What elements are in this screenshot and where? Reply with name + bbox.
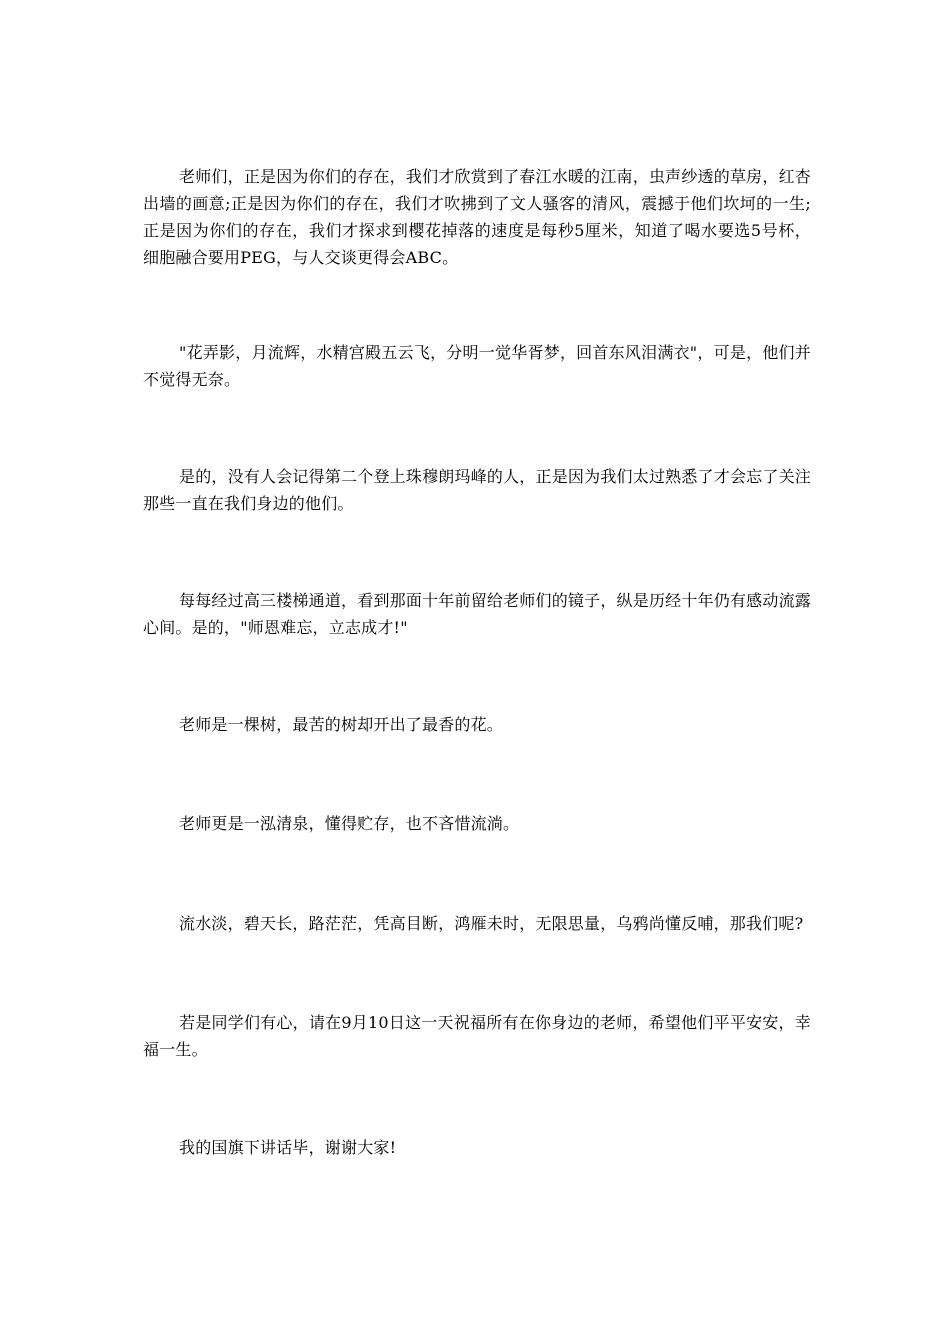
paragraph-poem-quote: "花弄影，月流辉，水精宫殿五云飞，分明一觉华胥梦，回首东风泪满衣"，可是，他们并不觉得无奈。 <box>143 343 811 389</box>
paragraph-closing: 我的国旗下讲话毕，谢谢大家! <box>179 1138 397 1157</box>
paragraph-flowing-water: 流水淡，碧天长，路茫茫，凭高目断，鸿雁未时，无限思量，乌鸦尚懂反哺，那我们呢? <box>179 914 804 933</box>
paragraph-everest: 是的，没有人会记得第二个登上珠穆朗玛峰的人，正是因为我们太过熟悉了才会忘了关注那些一直在我们身边的他们。 <box>143 467 811 513</box>
paragraph-mirror: 每每经过高三楼梯通道，看到那面十年前留给老师们的镜子，纵是历经十年仍有感动流露心间。是的，"师恩难忘，立志成才!" <box>143 591 811 637</box>
paragraph-teachers-existence: 老师们，正是因为你们的存在，我们才欣赏到了春江水暖的江南，虫声纱透的草房，红杏出墙的画意;正是因为你们的存在，我们才吹拂到了文人骚客的清风，震撼于他们坎坷的一生;正是因为你们的存在，我们才探求到樱花掉落的速度是每秒5厘米，知道了喝水要选5号杯，细胞融合要用PEG，与人交谈更得会ABC。 <box>143 167 811 267</box>
paragraph-teachers-day-wish: 若是同学们有心，请在9月10日这一天祝福所有在你身边的老师，希望他们平平安安，幸福一生。 <box>143 1013 811 1059</box>
paragraph-tree: 老师是一棵树，最苦的树却开出了最香的花。 <box>179 715 504 734</box>
paragraph-spring: 老师更是一泓清泉，懂得贮存，也不吝惜流淌。 <box>179 814 520 833</box>
